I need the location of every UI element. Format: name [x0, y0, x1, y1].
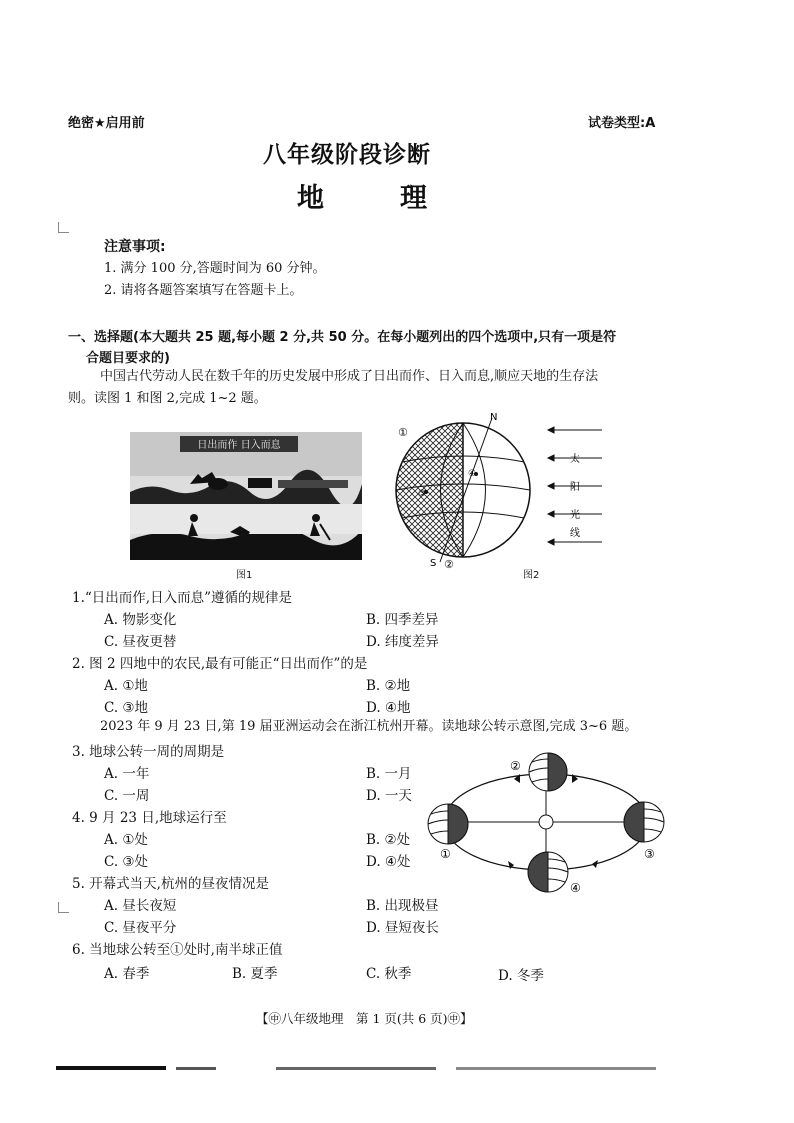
q6-option-c[interactable]: C. 秋季	[366, 966, 412, 982]
q4-option-d[interactable]: D. ④处	[366, 854, 411, 870]
q6-option-a[interactable]: A. 春季	[104, 966, 150, 982]
scan-bottom-smudge	[56, 1056, 656, 1062]
fig2-marker-2: ②	[444, 558, 454, 570]
q2-option-b[interactable]: B. ②地	[366, 678, 411, 694]
earth-position-1	[428, 804, 468, 844]
q5-option-c[interactable]: C. 昼夜平分	[104, 920, 177, 936]
earth-position-3	[624, 802, 664, 842]
question-3-stem: 3. 地球公转一周的周期是	[72, 744, 225, 760]
question-2-stem: 2. 图 2 四地中的农民,最有可能正“日出而作”的是	[72, 656, 368, 672]
q1-option-d[interactable]: D. 纬度差异	[366, 634, 439, 650]
question-6-stem: 6. 当地球公转至①处时,南半球正值	[72, 942, 283, 958]
orbit-label-3: ③	[644, 847, 655, 861]
sunlight-char: 光	[570, 510, 580, 521]
page-footer: 【㊥八年级地理 第 1 页(共 6 页)㊥】	[256, 1011, 473, 1026]
notice-heading: 注意事项:	[104, 239, 166, 255]
q2-option-c[interactable]: C. ③地	[104, 700, 149, 716]
sunlight-char: 太	[570, 454, 580, 465]
q4-option-b[interactable]: B. ②处	[366, 832, 411, 848]
notice-item: 2. 请将各题答案填写在答题卡上。	[104, 283, 303, 298]
scan-corner-mark	[58, 222, 69, 233]
subject-char-2: 理	[400, 183, 427, 214]
orbit-label-4: ④	[570, 881, 581, 895]
q5-option-d[interactable]: D. 昼短夜长	[366, 920, 439, 936]
orbit-label-2: ②	[510, 759, 521, 773]
q1-option-c[interactable]: C. 昼夜更替	[104, 634, 177, 650]
question-1-stem: 1.“日出而作,日入而息”遵循的规律是	[72, 590, 292, 606]
fig2-marker-1: ①	[398, 426, 408, 439]
exam-title: 八年级阶段诊断	[263, 142, 431, 168]
earth-orbit-diagram	[422, 746, 672, 898]
fig2-N-label: N	[490, 412, 498, 423]
q2-option-d[interactable]: D. ④地	[366, 700, 411, 716]
earth-position-4	[528, 852, 568, 892]
fig2-S-label: S	[430, 558, 437, 569]
q4-option-a[interactable]: A. ①处	[104, 832, 148, 848]
fig2-marker-4: ④	[468, 469, 477, 479]
secret-mark: 绝密★启用前	[68, 116, 145, 131]
q4-option-c[interactable]: C. ③处	[104, 854, 149, 870]
figure-2-caption: 图2	[523, 570, 540, 581]
q3-option-a[interactable]: A. 一年	[104, 766, 150, 782]
notice-item: 1. 满分 100 分,答题时间为 60 分钟。	[104, 261, 326, 276]
fig1-banner-text: 日出而作 日入而息	[197, 440, 281, 451]
sunlight-char: 线	[570, 528, 580, 539]
q6-option-d[interactable]: D. 冬季	[498, 968, 544, 984]
figure-1-farming-illustration	[130, 432, 362, 560]
q2-option-a[interactable]: A. ①地	[104, 678, 148, 694]
q5-option-a[interactable]: A. 昼长夜短	[104, 898, 177, 914]
sunlight-char: 阳	[570, 482, 580, 493]
intro-text: 中国古代劳动人民在数千年的历史发展中形成了日出而作、日入而息,顺应天地的生存法	[100, 369, 599, 384]
section-heading: 一、选择题(本大题共 25 题,每小题 2 分,共 50 分。在每小题列出的四个选项中,只有一项是符	[68, 330, 617, 345]
intro-text: 则。读图 1 和图 2,完成 1~2 题。	[68, 391, 267, 406]
fig2-marker-3: ③	[418, 489, 427, 499]
question-4-stem: 4. 9 月 23 日,地球运行至	[72, 810, 227, 826]
q1-option-b[interactable]: B. 四季差异	[366, 612, 439, 628]
figure-2-globe-diagram	[388, 410, 620, 570]
section-heading-cont: 合题目要求的)	[86, 351, 170, 366]
question-5-stem: 5. 开幕式当天,杭州的昼夜情况是	[72, 876, 269, 892]
paper-type: 试卷类型:A	[588, 116, 656, 131]
intro-text-2: 2023 年 9 月 23 日,第 19 届亚洲运动会在浙江杭州开幕。读地球公转示意图,完成 3~6 题。	[100, 719, 638, 734]
q3-option-d[interactable]: D. 一天	[366, 788, 412, 804]
figure-1-caption: 图1	[236, 570, 253, 581]
earth-position-2	[529, 753, 567, 791]
q6-option-b[interactable]: B. 夏季	[232, 966, 278, 982]
subject-char-1: 地	[297, 183, 324, 214]
q3-option-b[interactable]: B. 一月	[366, 766, 412, 782]
q1-option-a[interactable]: A. 物影变化	[104, 612, 177, 628]
scan-corner-mark	[58, 902, 69, 913]
orbit-label-1: ①	[440, 847, 451, 861]
q3-option-c[interactable]: C. 一周	[104, 788, 150, 804]
q5-option-b[interactable]: B. 出现极昼	[366, 898, 439, 914]
